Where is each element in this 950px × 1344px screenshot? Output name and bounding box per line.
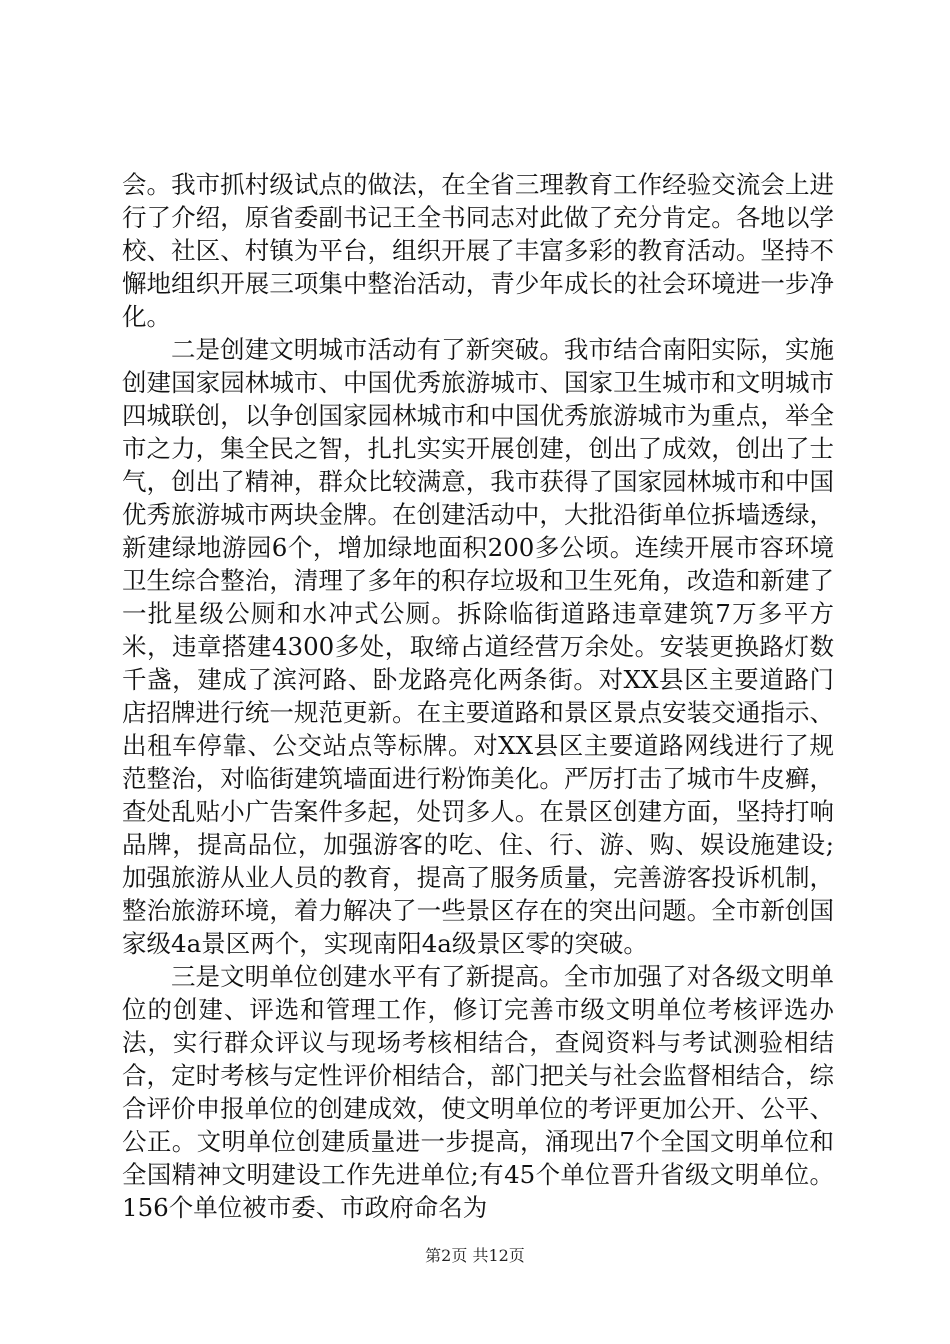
page-number-footer: 第2页 共12页 [425,1246,525,1265]
paragraph-1: 会。我市抓村级试点的做法，在全省三理教育工作经验交流会上进行了介绍，原省委副书记王全书同志对此做了充分肯定。各地以学校、社区、村镇为平台，组织开展了丰富多彩的教育活动。坚持不懈地组织开展三项集中整治活动，青少年成长的社会环境进一步净化。 [122,170,834,331]
paragraph-3: 三是文明单位创建水平有了新提高。全市加强了对各级文明单位的创建、评选和管理工作，修订完善市级文明单位考核评选办法，实行群众评议与现场考核相结合，查阅资料与考试测验相结合，定时考核与定性评价相结合，部门把关与社会监督相结合，综合评价申报单位的创建成效，使文明单位的考评更加公开、公平、公正。文明单位创建质量进一步提高，涌现出7个全国文明单位和全国精神文明建设工作先进单位;有45个单位晋升省级文明单位。156个单位被市委、市政府命名为 [122,962,834,1222]
paragraph-2: 二是创建文明城市活动有了新突破。我市结合南阳实际，实施创建国家园林城市、中国优秀旅游城市、国家卫生城市和文明城市四城联创，以争创国家园林城市和中国优秀旅游城市为重点，举全市之力，集全民之智，扎扎实实开展创建，创出了成效，创出了士气，创出了精神，群众比较满意，我市获得了国家园林城市和中国优秀旅游城市两块金牌。在创建活动中，大批沿街单位拆墙透绿，新建绿地游园6个，增加绿地面积200多公顷。连续开展市容环境卫生综合整治，清理了多年的积存垃圾和卫生死角，改造和新建了一批星级公厕和水冲式公厕。拆除临街道路违章建筑7万多平方米，违章搭建4300多处，取缔占道经营万余处。安装更换路灯数千盏，建成了滨河路、卧龙路亮化两条街。对XX县区主要道路门店招牌进行统一规范更新。在主要道路和景区景点安装交通指示、出租车停靠、公交站点等标牌。对XX县区主要道路网线进行了规范整治，对临街建筑墙面进行粉饰美化。严厉打击了城市牛皮癣，查处乱贴小广告案件多起，处罚多人。在景区创建方面，坚持打响品牌，提高品位，加强游客的吃、住、行、游、购、娱设施建设;加强旅游从业人员的教育，提高了服务质量，完善游客投诉机制，整治旅游环境，着力解决了一些景区存在的突出问题。全市新创国家级4a景区两个，实现南阳4a级景区零的突破。 [122,335,834,958]
document-body [122,168,834,1224]
